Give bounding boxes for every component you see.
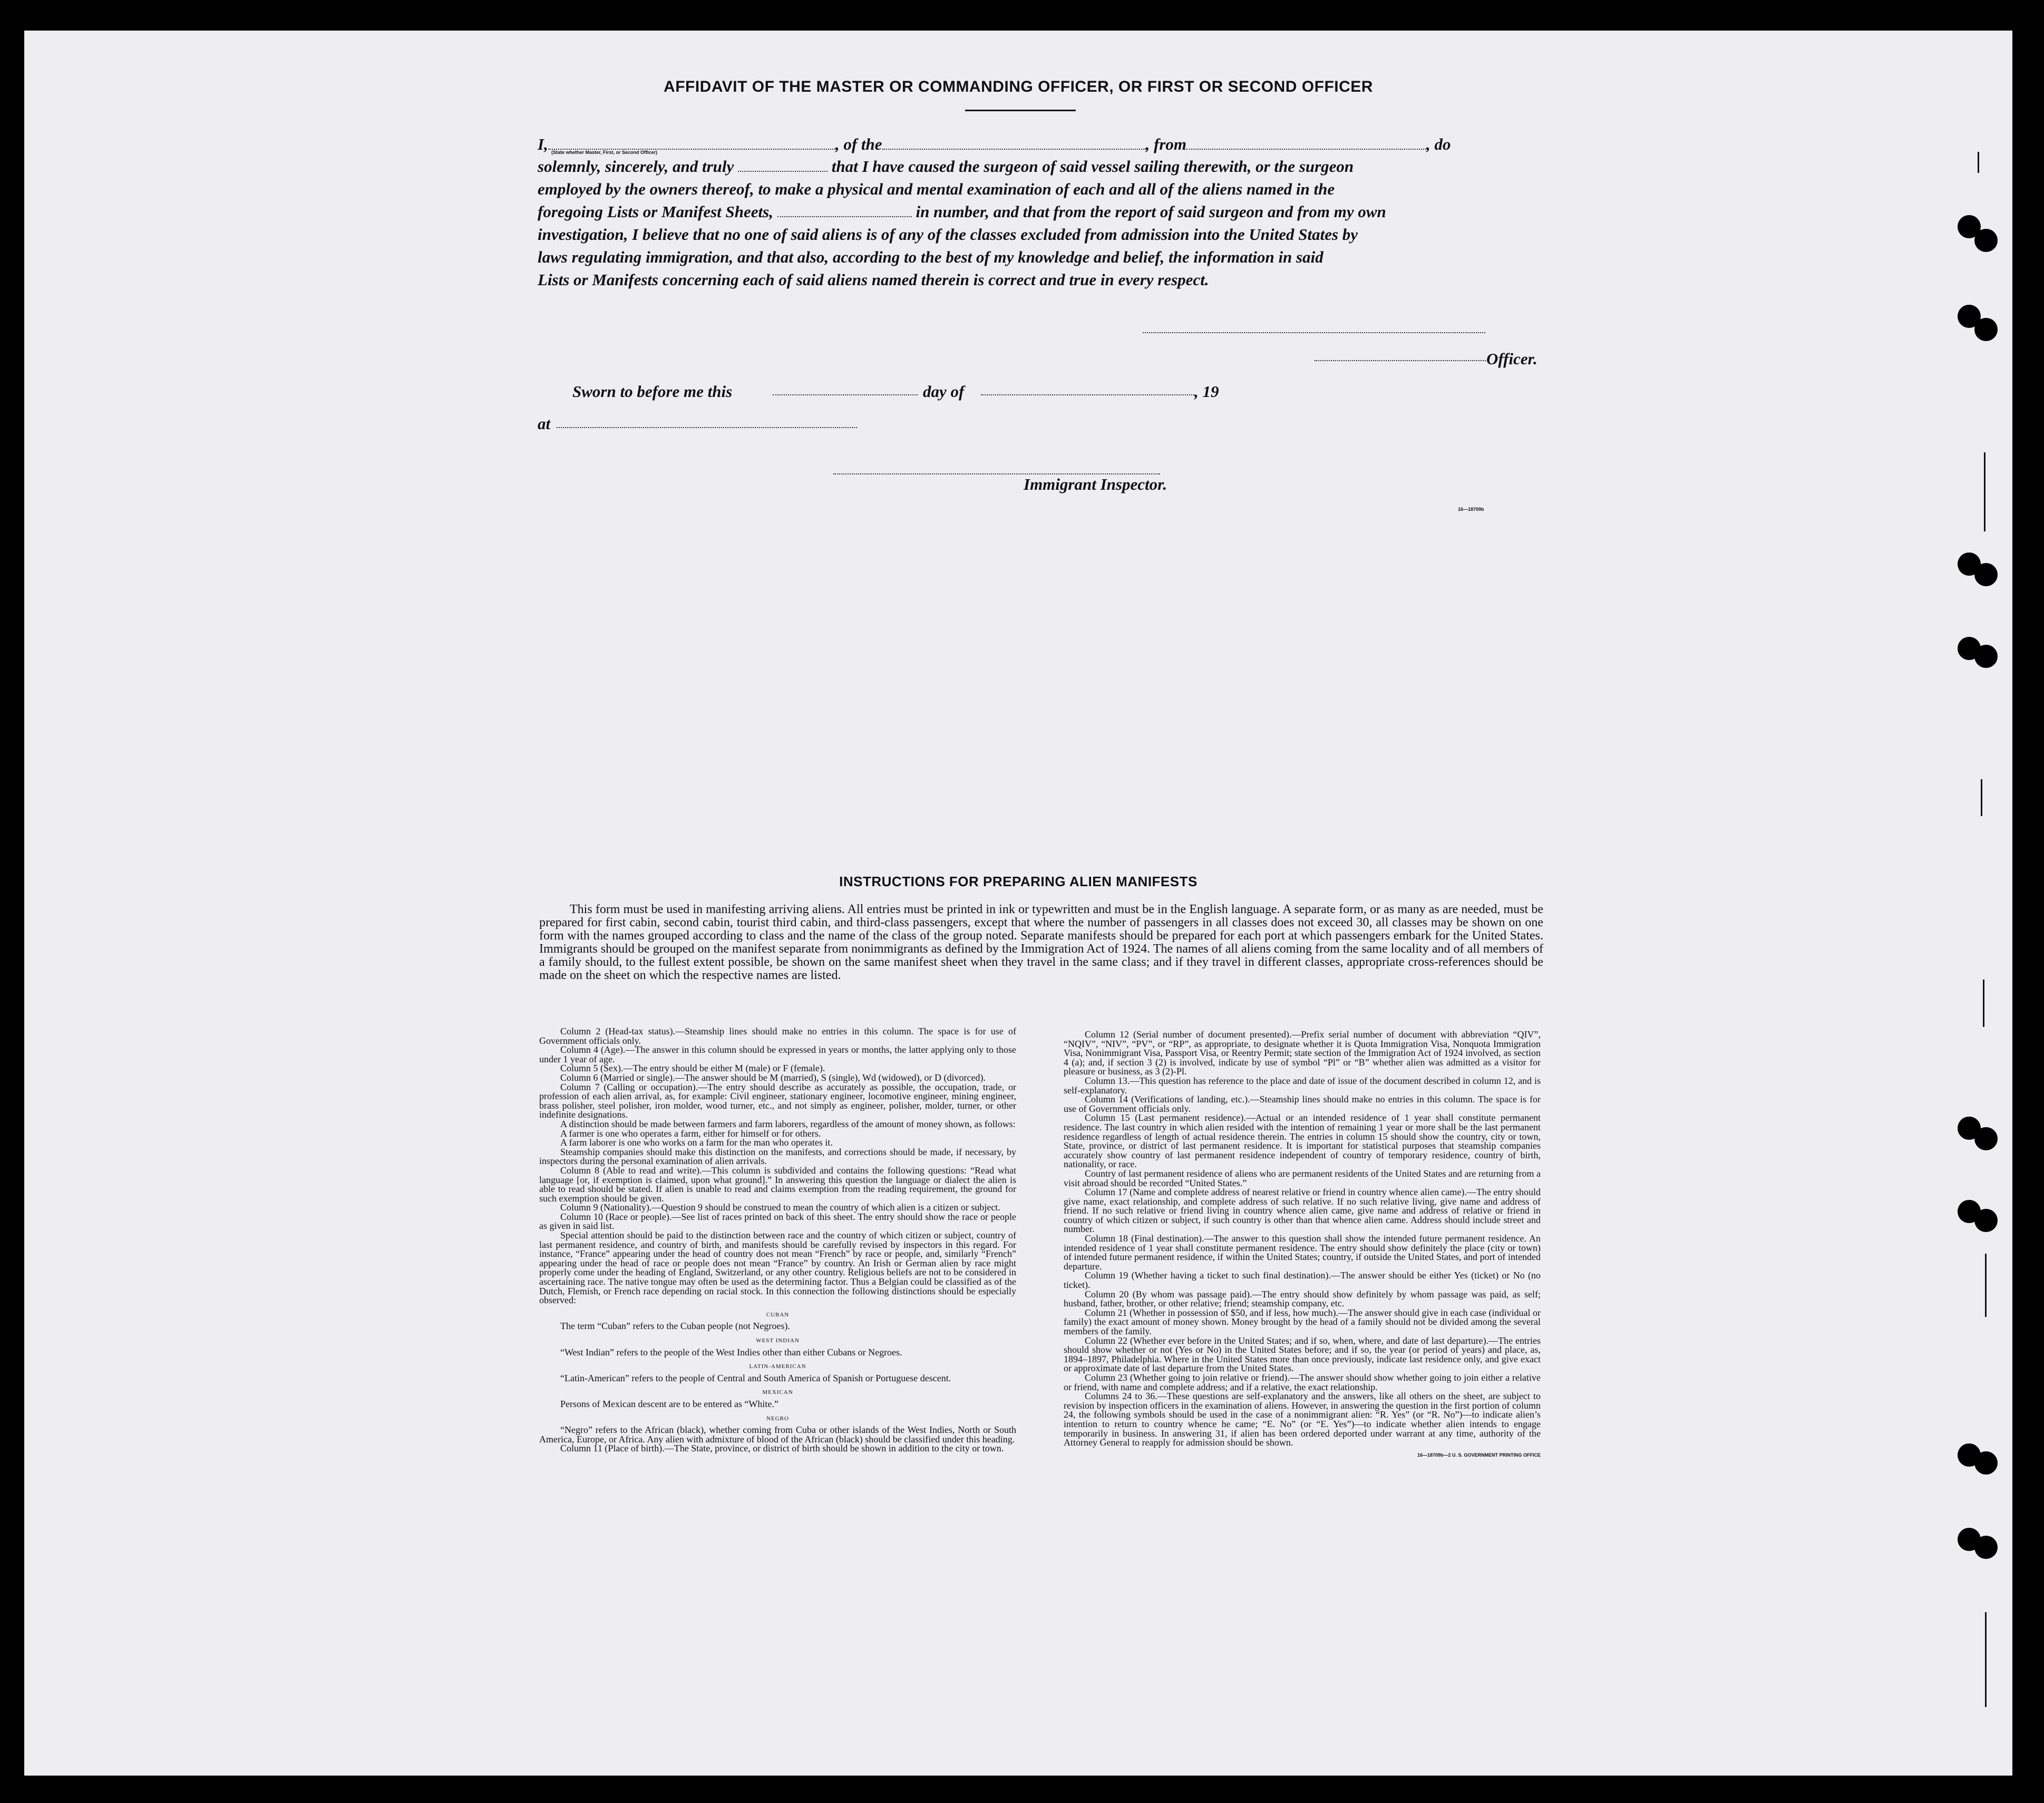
affidavit-line-7: Lists or Manifests concerning each of said aliens named therein is correct and true in every respect.	[538, 270, 1209, 289]
instruction-paragraph: Column 6 (Married or single).—The answer should be M (married), S (single), Wd (widowed), or D (divorced).	[560, 1072, 986, 1083]
binder-hole	[1974, 1209, 1998, 1232]
affidavit-line-5: investigation, I believe that no one of said aliens is of any of the classes excluded from admission into the United States by	[538, 225, 1358, 244]
edge-mark	[1985, 1612, 1987, 1707]
vessel-name-field[interactable]	[882, 137, 1146, 150]
edge-mark	[1981, 779, 1982, 816]
west-indian-heading: WEST INDIAN	[756, 1337, 800, 1344]
affidavit-foregoing: foregoing Lists or Manifest Sheets,	[538, 202, 773, 221]
binder-hole	[1974, 318, 1998, 341]
mexican-heading: MEXICAN	[762, 1389, 793, 1396]
inspector-signature-field[interactable]	[833, 473, 1160, 474]
rank-note: (State whether Master, First, or Second Officer)	[551, 150, 658, 155]
affidavit-line-4	[538, 202, 1544, 221]
cuban-heading: CUBAN	[766, 1311, 790, 1318]
instruction-paragraph: Column 23 (Whether going to join relative or friend).—The answer should show whether going to join either a relative or friend, with name and complete address; and if a relative, the exact relationship.	[1064, 1372, 1541, 1392]
at-label: at	[538, 414, 551, 433]
instruction-paragraph: Columns 24 to 36.—These questions are self-explanatory and the answers, like all others on the sheet, are subject to revision by inspection officers in the examination of aliens. However, in answering the question in the first portion of column 24, the following symbols should be used in the case of a nonimmigrant alien: “R. Yes” (or “R. No”)—to indicate alien’s intention to return to country whence he came; “E. No” (or “E. Yes”)—to indicate whether alien intends to engage temporarily in business. In answering 31, if alien has been ordered deported under warrant at any time, authority of the Attorney General to reapply for admission should be shown.	[1064, 1391, 1541, 1448]
instruction-paragraph: Column 4 (Age).—The answer in this column should be expressed in years or months, the latter applying only to those under 1 year of age.	[539, 1044, 1016, 1064]
affidavit-title: AFFIDAVIT OF THE MASTER OR COMMANDING OFFICER, OR FIRST OR SECOND OFFICER	[664, 78, 1373, 95]
day-of-label: day of	[923, 382, 965, 401]
negro-heading: NEGRO	[766, 1415, 789, 1422]
affidavit-line-1	[538, 135, 1544, 154]
affidavit-in-number: in number, and that from the report of said surgeon and from my own	[916, 202, 1386, 221]
instruction-paragraph: Column 5 (Sex).—The entry should be either M (male) or F (female).	[560, 1063, 825, 1074]
binder-hole	[1974, 1536, 1998, 1559]
cuban-text: The term “Cuban” refers to the Cuban people (not Negroes).	[560, 1321, 790, 1332]
negro-text: “Negro” refers to the African (black), whether coming from Cuba or other islands of the West Indies, North or South America, Europe, or Africa. Any alien with admixture of blood of the African (black) should be classified under this heading.	[539, 1424, 1016, 1445]
document-page	[24, 31, 2012, 1776]
officer-rank-field[interactable]	[548, 137, 835, 150]
instructions-intro	[539, 903, 1543, 982]
form-number: 16—18709b	[1458, 507, 1484, 512]
edge-mark	[1984, 452, 1985, 531]
instruction-paragraph: Column 20 (By whom was passage paid).—The entry should show definitely by whom passage was paid, as self; husband, father, brother, or other relative; friend; steamship company, etc.	[1064, 1288, 1541, 1309]
number-of-sheets-field[interactable]	[777, 205, 912, 217]
affidavit-line-3: employed by the owners thereof, to make a physical and mental examination of each and all of the aliens named in the	[538, 180, 1335, 198]
affidavit-from: , from	[1145, 135, 1187, 153]
instruction-paragraph: Country of last permanent residence of aliens who are permanent residents of the United States and are returning from a visit abroad should be recorded “United States.”	[1064, 1168, 1541, 1188]
officer-signature-field[interactable]	[1143, 332, 1485, 333]
west-indian-text: “West Indian” refers to the people of the West Indies other than either Cubans or Negroes.	[560, 1346, 902, 1358]
instruction-paragraph: Column 7 (Calling or occupation).—The entry should describe as accurately as possible, the occupation, trade, or profession of each alien arrival, as, for example: Civil engineer, stationary engineer, locomotive engineer, mining engineer, brass polisher, steel polisher, iron molder, wood turner, etc., and not simply as engineer, polisher, molder, turner, or other indefinite designations.	[539, 1081, 1016, 1120]
instructions-right-column	[1064, 1030, 1541, 1460]
intro-paragraph: This form must be used in manifesting arriving aliens. All entries must be printed in ink or typewritten and must be in the English language. A separate form, or as many as are needed, must be prepared for first cabin, second cabin, tourist third cabin, and third-class passengers, except that where the number of passengers in all classes does not exceed 30, all classes may be shown on one form with the names grouped according to class and the name of the class of the group noted. Separate manifests should be prepared for each port at which passengers embark for the United States. Immigrants should be grouped on the manifest separate from nonimmigrants as defined by the Immigration Act of 1924. The names of all aliens coming from the same locality and of all members of a family should, to the fullest extent possible, be shown on the same manifest sheet when they travel in the same class; and if they travel in different classes, appropriate cross-references should be made on the sheet on which the respective names are listed.	[539, 903, 1543, 982]
inspector-label: Immigrant Inspector.	[1024, 475, 1167, 493]
sworn-month-field[interactable]	[981, 394, 1194, 395]
instructions-left-column	[539, 1027, 1016, 1453]
instruction-paragraph: Column 21 (Whether in possession of $50, and if less, how much).—The answer should give in each case (individual or family) the exact amount of money shown. Money brought by the head of a family should not be divided among the several members of the family.	[1064, 1307, 1541, 1336]
latin-american-heading: LATIN-AMERICAN	[749, 1363, 806, 1370]
instruction-paragraph: Column 13.—This question has reference to the place and date of issue of the document described in column 12, and is self-explanatory.	[1064, 1075, 1541, 1096]
instruction-paragraph: Column 2 (Head-tax status).—Steamship lines should make no entries in this column. The space is for use of Government officials only.	[539, 1026, 1016, 1046]
affidavit-of-the: , of the	[835, 135, 882, 153]
instruction-paragraph: Column 15 (Last permanent residence).—Actual or an intended residence of 1 year shall constitute permanent residence. The last country in which alien resided with the intention of remaining 1 year or more shall be the last permanent residence regardless of length of actual residence therein. The entries in column 15 should show the country, city or town, State, province, or district of last permanent residence. It is important for statistical purposes that steamship companies accurately show country of last permanent residence independent of country of temporary residence, country of birth, nationality, or race.	[1064, 1112, 1541, 1170]
title-rule	[965, 110, 1076, 111]
instruction-paragraph: Column 17 (Name and complete address of nearest relative or friend in country whence alien came).—The entry should give name, exact relationship, and complete address of such relative. If no such relative living, give name and address of friend. If no such relative or friend living in country whence alien came, give name and address of relative or friend in country of which citizen or subject, if such country is other than that whence alien came. Address should include street and number.	[1064, 1187, 1541, 1235]
instruction-paragraph: A farmer is one who operates a farm, either for himself or for others.	[560, 1128, 821, 1139]
swear-or-affirm-field[interactable]	[738, 159, 828, 172]
place-field[interactable]	[557, 427, 857, 428]
latin-american-text: “Latin-American” refers to the people of Central and South America of Spanish or Portuguese descent.	[560, 1372, 951, 1383]
column-11-text: Column 11 (Place of birth).—The State, province, or district of birth should be shown in addition to the city or town.	[560, 1443, 1004, 1454]
year-label: , 19	[1194, 382, 1219, 401]
mexican-text: Persons of Mexican descent are to be entered as “White.”	[560, 1398, 778, 1409]
edge-mark	[1983, 980, 1984, 1027]
instruction-paragraph: Column 12 (Serial number of document presented).—Prefix serial number of document with abbreviation “QIV”, “NQIV”, “NIV”, “PV”, or “RP”, as appropriate, to designate whether it is Quota Immigration Visa, Nonquota Immigration Visa, Nonimmigrant Visa, Passport Visa, or Reentry Permit; state section of the Immigration Act of 1924 involved, as section 4 (a); and, if section 3 (2) is involved, indicate by use of symbol “Pl” or “B” whether alien was admitted as a visitor for pleasure or business, as 3 (2)-Pl.	[1064, 1029, 1541, 1077]
affidavit-i: I,	[538, 135, 548, 153]
affidavit-do: , do	[1426, 135, 1451, 153]
edge-mark	[1985, 1254, 1987, 1317]
officer-label: Officer.	[1486, 350, 1537, 368]
instruction-paragraph: Steamship companies should make this distinction on the manifests, and corrections should be made, if necessary, by inspectors during the personal examination of alien arrivals.	[539, 1146, 1016, 1167]
affidavit-line-6: laws regulating immigration, and that also, according to the best of my knowledge and belief, the information in said	[538, 248, 1323, 266]
sworn-day-field[interactable]	[773, 394, 918, 395]
binder-hole	[1974, 1451, 1998, 1475]
port-field[interactable]	[1186, 137, 1426, 150]
instruction-paragraph: Column 22 (Whether ever before in the United States; and if so, when, where, and date of last departure).—The entries should show whether or not (Yes or No) in the United States before; and if so, the year (or period of years) and place, as, 1894–1897, Philadelphia. Where in the United States more than once previously, indicate last residence only, and give exact or approximate date of last departure from the United States.	[1064, 1335, 1541, 1374]
affidavit-caused: that I have caused the surgeon of said vessel sailing therewith, or the surgeon	[831, 157, 1354, 176]
officer-title-field[interactable]	[1315, 360, 1486, 361]
instruction-paragraph: Column 18 (Final destination).—The answer to this question shall show the intended future permanent residence. An intended residence of 1 year shall constitute permanent residence. The entry should show definitely the place (city or town) of intended future permanent residence, if within the United States; country, if outside the United States, and port of intended departure.	[1064, 1233, 1541, 1272]
binder-hole	[1974, 563, 1998, 586]
instruction-paragraph: Column 14 (Verifications of landing, etc.).—Steamship lines should make no entries in this column. The space is for use of Government officials only.	[1064, 1094, 1541, 1114]
instructions-title: INSTRUCTIONS FOR PREPARING ALIEN MANIFESTS	[839, 874, 1198, 889]
binder-hole	[1974, 645, 1998, 668]
instruction-paragraph: A farm laborer is one who works on a farm for the man who operates it.	[560, 1137, 833, 1148]
instruction-paragraph: Column 9 (Nationality).—Question 9 should be construed to mean the country of which alien is a citizen or subject.	[560, 1202, 1000, 1213]
instruction-paragraph: Column 10 (Race or people).—See list of races printed on back of this sheet. The entry should show the race or people as given in said list.	[539, 1211, 1016, 1232]
instruction-paragraph: Column 8 (Able to read and write).—This column is subdivided and contains the following questions: “Read what language [or, if exemption is claimed, upon what ground].” In answering this question the language or dialect the alien is able to read should be stated. If alien is unable to read and claims exemption from the reading requirement, the ground for such exemption should be given.	[539, 1165, 1016, 1204]
printing-office-footer: 16—18709b—2 U. S. GOVERNMENT PRINTING OFFICE	[1417, 1452, 1541, 1458]
instruction-paragraph: A distinction should be made between farmers and farm laborers, regardless of the amount of money shown, as follows:	[560, 1118, 1016, 1129]
binder-hole	[1974, 1127, 1998, 1150]
sworn-label: Sworn to before me this	[572, 382, 733, 401]
binder-hole	[1974, 229, 1998, 252]
edge-mark	[1978, 152, 1979, 173]
affidavit-line-2	[538, 157, 1544, 176]
affidavit-solemnly: solemnly, sincerely, and truly	[538, 157, 734, 176]
instruction-paragraph: Special attention should be paid to the distinction between race and the country of which citizen or subject, country of last permanent residence, and country of birth, and manifests should be carefully revised by inspectors in this regard. For instance, “France” appearing under the head of country does not mean “French” by race or people, and, similarly “French” appearing under the head of race or people does not mean “France” by country. An Irish or German alien by race might properly come under the heading of England, Switzerland, or any other country. Religious beliefs are not to be considered in ascertaining race. The native tongue may often be used as the determining factor. Thus a Belgian could be classified as of the Dutch, Flemish, or French race depending on racial stock. In this connection the following distinctions should be especially observed:	[539, 1230, 1016, 1306]
instruction-paragraph: Column 19 (Whether having a ticket to such final destination).—The answer should be either Yes (ticket) or No (no ticket).	[1064, 1270, 1541, 1291]
